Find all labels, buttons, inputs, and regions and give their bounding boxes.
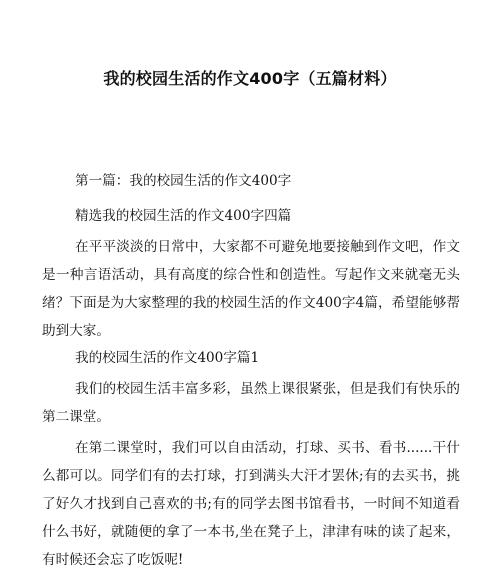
document-title: 我的校园生活的作文400字（五篇材料）	[103, 69, 397, 88]
paragraph-body-1: 我们的校园生活丰富多彩，虽然上课很紧张，但是我们有快乐的第二课堂。	[42, 381, 460, 425]
paragraph-body-2: 在第二课堂时，我们可以自由活动，打球、买书、看书......干什么都可以。同学们有的去打球，打到满头大汗才罢休;有的去买书，挑了好久才找到自己喜欢的书;有的同学去图书馆看书，一时间不知道看什么书好，就随便的拿了一本书,坐在凳子上，津津有味的读了起来，有时候还会忘了吃饭呢!	[42, 440, 460, 568]
paragraph-section-heading: 第一篇：我的校园生活的作文400字	[75, 173, 292, 189]
paragraph-essay-heading: 我的校园生活的作文400字篇1	[75, 350, 260, 366]
paragraph-subheading: 精选我的校园生活的作文400字四篇	[75, 208, 292, 224]
paragraph-intro: 在平平淡淡的日常中，大家都不可避免地要接触到作文吧，作文是一种言语活动，具有高度的综合性和创造性。写起作文来就毫无头绪？下面是为大家整理的我的校园生活的作文400字4篇，希望能够帮助到大家。	[42, 239, 460, 339]
